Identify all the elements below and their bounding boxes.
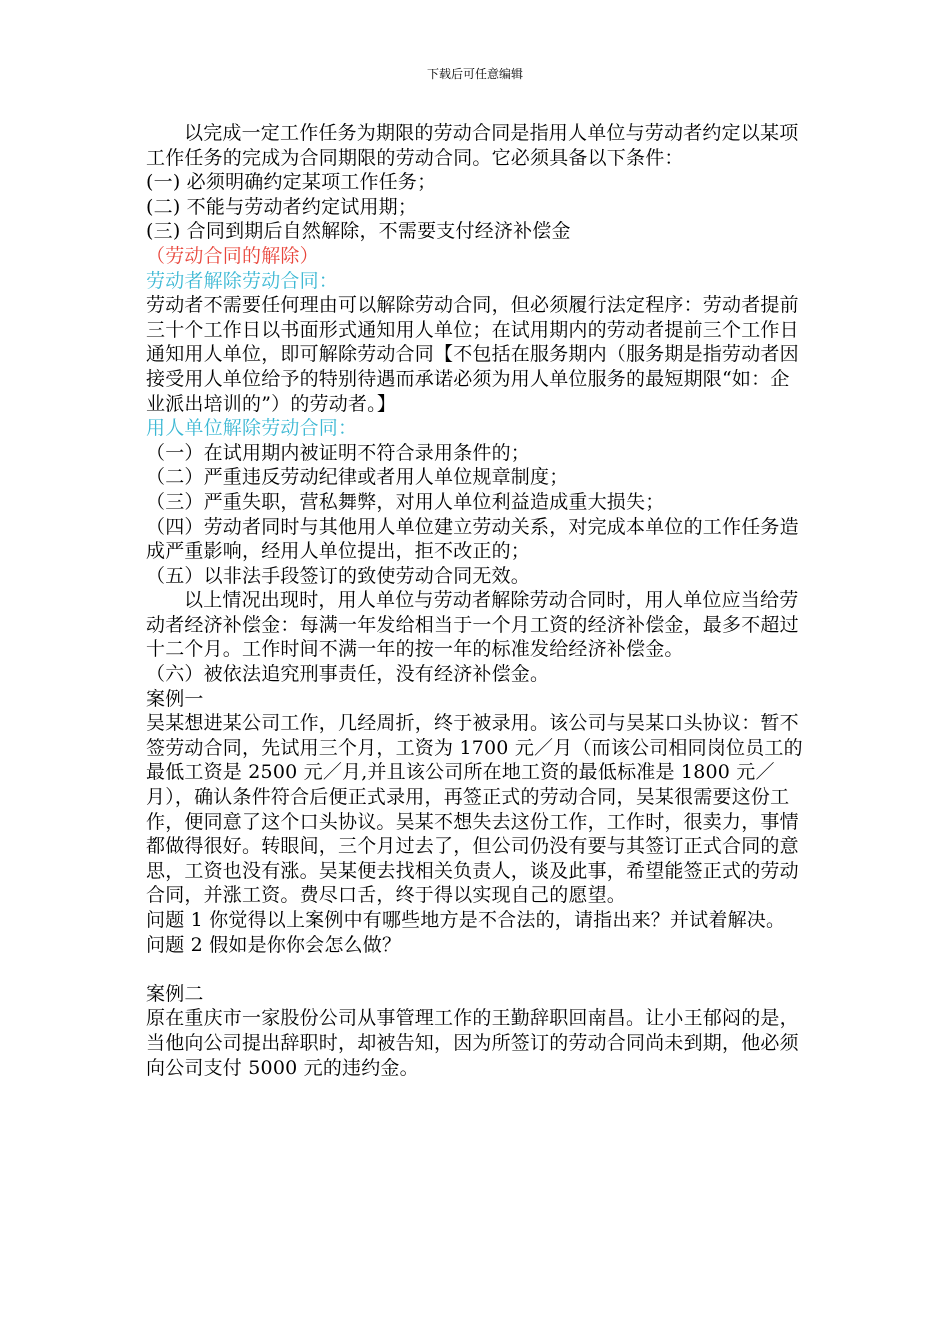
employer-item-3: （三）严重失职，营私舞弊，对用人单位利益造成重大损失； [146,490,665,513]
case-1-title: 案例一 [146,687,204,710]
employer-item-2: （二）严重违反劳动纪律或者用人单位规章制度； [146,466,569,489]
question-1: 问题 1 你觉得以上案例中有哪些地方是不合法的，请指出来？并试着解决。 [146,909,786,931]
intro-paragraph: 以完成一定工作任务为期限的劳动合同是指用人单位与劳动者约定以某项工作任务的完成为合同期限的劳动合同。它必须具备以下条件： [146,122,799,169]
employer-termination-heading: 用人单位解除劳动合同： [146,417,358,440]
employer-item-5: （五）以非法手段签订的致使劳动合同无效。 [146,564,531,587]
condition-2: (二) 不能与劳动者约定试用期； [146,195,418,218]
case-1-text: 吴某想进某公司工作，几经周折，终于被录用。该公司与吴某口头协议：暂不签劳动合同，先试用三个月，工资为 1700 元／月（而该公司相同岗位员工的最低工资是 2500 元／月,并且该公司所在地工资的最低标准是 1800 元／月），确认条件符合后便正式录用，再签正式的劳动合同，吴某很需要这份工作，便同意了这个口头协议。吴某不想失去这份工作，工作时，很卖力，事情都做得很好。转眼间，三个月过去了，但公司仍没有要与其签订正式合同的意思，工资也没有涨。吴某便去找相关负责人，谈及此事，希望能签正式的劳动合同，并涨工资。费尽口舌，终于得以实现自己的愿望。 [146,712,803,907]
section-title: （劳动合同的解除） [146,244,319,267]
condition-1: (一) 必须明确约定某项工作任务； [146,171,437,194]
case-2-text: 原在重庆市一家股份公司从事管理工作的王勤辞职回南昌。让小王郁闷的是，当他向公司提出辞职时，却被告知，因为所签订的劳动合同尚未到期，他必须向公司支付 5000 元的违约金。 [146,1007,799,1079]
question-2: 问题 2 假如是你你会怎么做？ [146,933,402,956]
condition-3: (三) 合同到期后自然解除，不需要支付经济补偿金 [146,220,571,243]
compensation-paragraph: 以上情况出现时，用人单位与劳动者解除劳动合同时，用人单位应当给劳动者经济补偿金：每满一年发给相当于一个月工资的经济补偿金，最多不超过十二个月。工作时间不满一年的按一年的标准发给经济补偿金。 [146,589,799,661]
blank-line [146,957,806,982]
case-2-title: 案例二 [146,982,204,1005]
page-header: 下载后可任意编辑 [426,67,523,81]
worker-termination-heading: 劳动者解除劳动合同： [146,269,339,292]
employer-item-1: （一）在试用期内被证明不符合录用条件的； [146,441,531,464]
employer-item-4: （四）劳动者同时与其他用人单位建立劳动关系，对完成本单位的工作任务造成严重影响，经用人单位提出，拒不改正的； [146,515,799,563]
document-body [146,121,806,1080]
employer-item-6: （六）被依法追究刑事责任，没有经济补偿金。 [146,663,550,686]
worker-termination-text: 劳动者不需要任何理由可以解除劳动合同，但必须履行法定程序：劳动者提前三十个工作日以书面形式通知用人单位；在试用期内的劳动者提前三个工作日通知用人单位，即可解除劳动合同【不包括在服务期内（服务期是指劳动者因接受用人单位给予的特别待遇而承诺必须为用人单位服务的最短期限“如：企业派出培训的”）的劳动者。】 [146,294,799,415]
